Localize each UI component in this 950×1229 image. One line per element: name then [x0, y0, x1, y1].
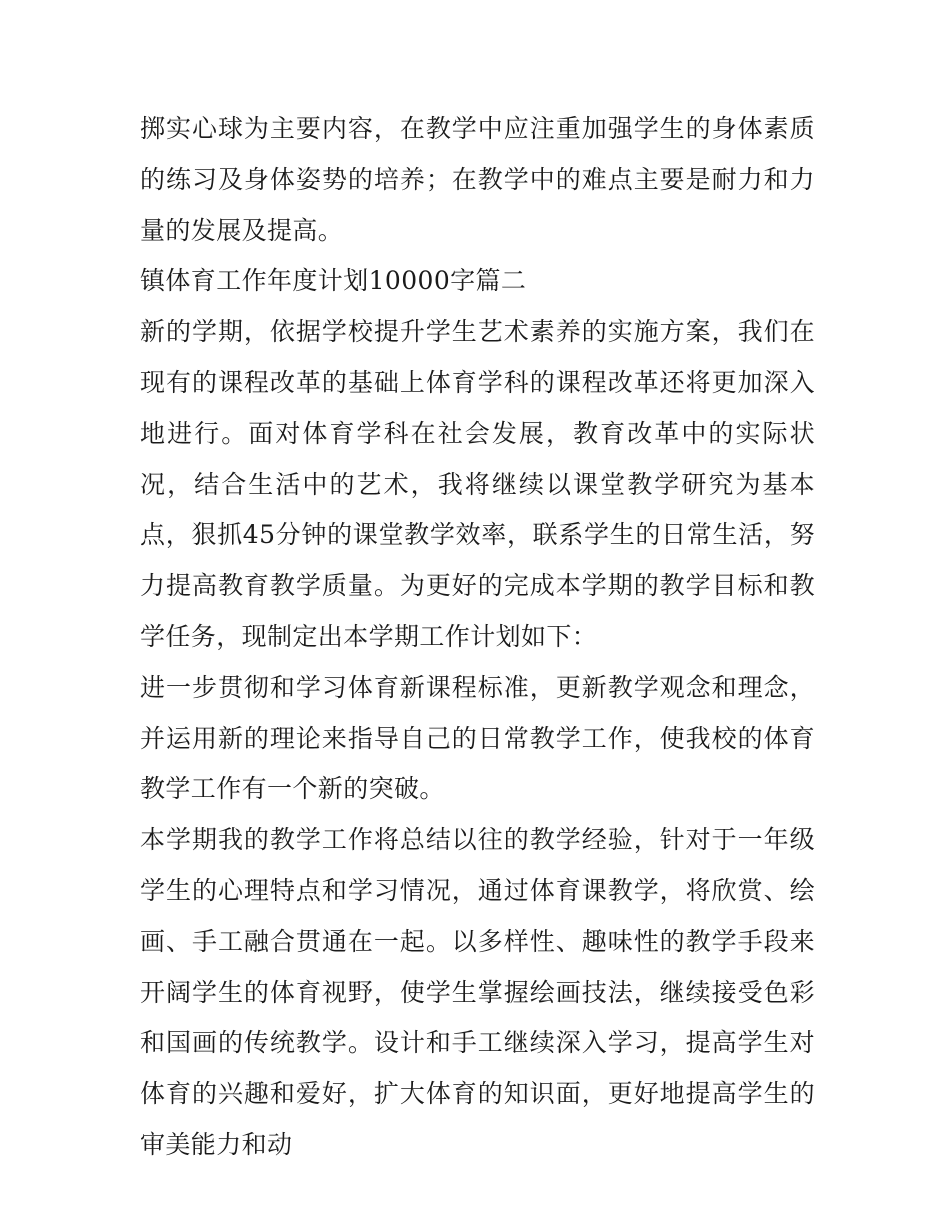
paragraph-curriculum: 进一步贯彻和学习体育新课程标准，更新教学观念和理念，并运用新的理论来指导自己的日常教学工作，使我校的体育教学工作有一个新的突破。 [140, 672, 815, 804]
section-heading: 镇体育工作年度计划10000字篇二 [140, 266, 527, 296]
paragraph-teaching-plan: 本学期我的教学工作将总结以往的教学经验，针对于一年级学生的心理特点和学习情况，通过体育课教学，将欣赏、绘画、手工融合贯通在一起。以多样性、趣味性的教学手段来开阔学生的体育视野，使学生掌握绘画技法，继续接受色彩和国画的传统教学。设计和手工继续深入学习，提高学生对体育的兴趣和爱好，扩大体育的知识面，更好地提高学生的审美能力和动 [140, 825, 815, 1159]
paragraph-intro: 新的学期，依据学校提升学生艺术素养的实施方案，我们在现有的课程改革的基础上体育学科的课程改革还将更加深入地进行。面对体育学科在社会发展，教育改革中的实际状况，结合生活中的艺术，我将继续以课堂教学研究为基本点，狠抓45分钟的课堂教学效率，联系学生的日常生活，努力提高教育教学质量。为更好的完成本学期的教学目标和教学任务，现制定出本学期工作计划如下： [140, 317, 815, 651]
paragraph-continuation: 掷实心球为主要内容，在教学中应注重加强学生的身体素质的练习及身体姿势的培养；在教学中的难点主要是耐力和力量的发展及提高。 [140, 114, 815, 245]
document-body [140, 104, 815, 1171]
